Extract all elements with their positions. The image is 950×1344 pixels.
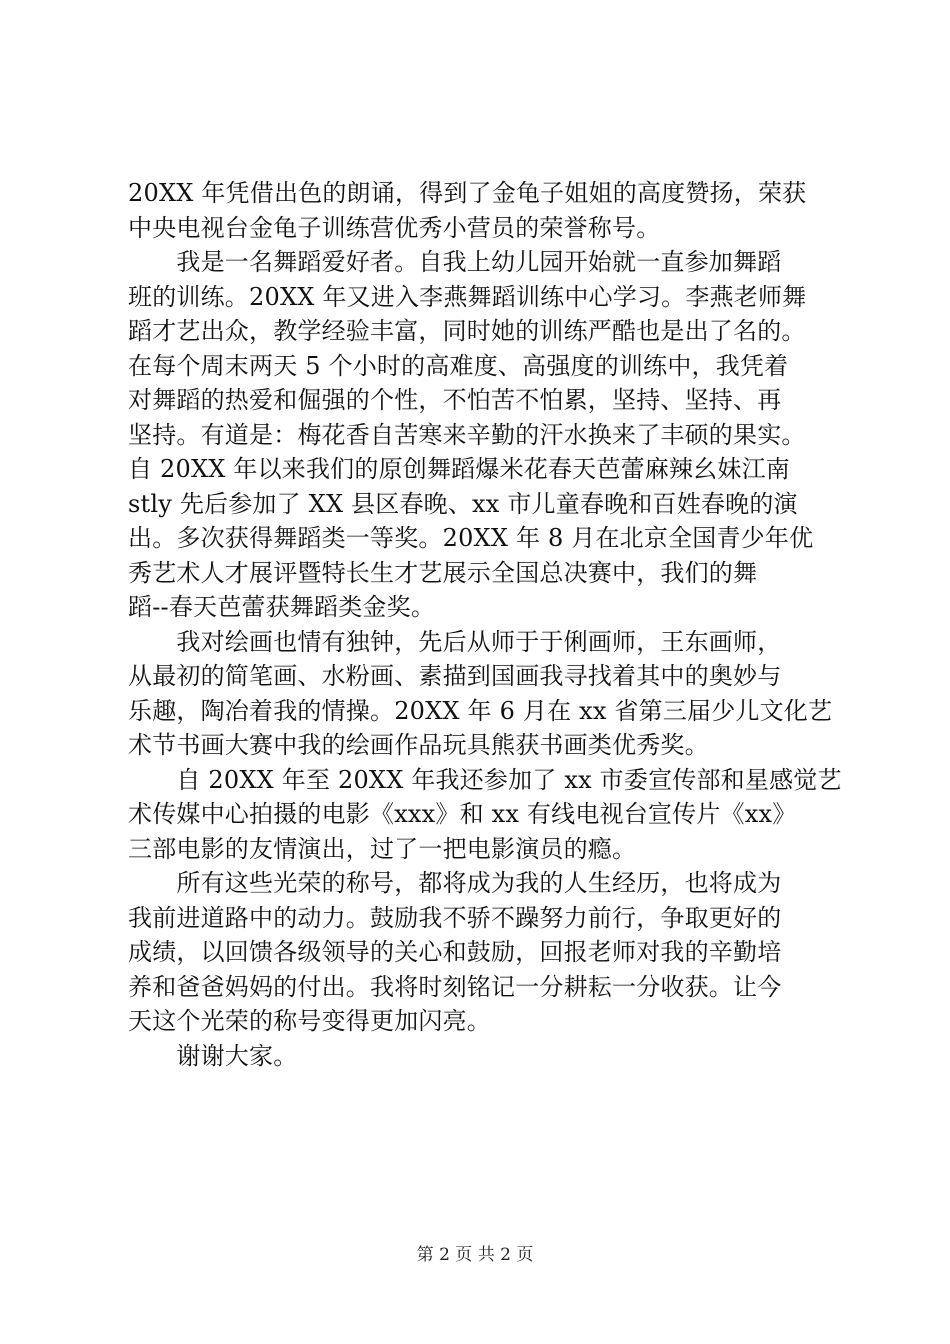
- text-line: 从最初的简笔画、水粉画、素描到国画我寻找着其中的奥妙与: [128, 662, 782, 690]
- text-line: 在每个周末两天 5 个小时的高难度、高强度的训练中，我凭着: [128, 351, 789, 380]
- text-line: 20XX 年凭借出色的朗诵，得到了金龟子姐姐的高度赞扬，荣获: [128, 179, 807, 207]
- page-number-footer: 第 2 页 共 2 页: [416, 1245, 534, 1265]
- text-line: 成绩，以回馈各级领导的关心和鼓励，回报老师对我的辛勤培: [128, 938, 782, 966]
- text-line: 术传媒中心拍摄的电影《xxx》和 xx 有线电视台宣传片《xx》: [128, 800, 797, 828]
- text-line: 自 20XX 年以来我们的原创舞蹈爆米花春天芭蕾麻辣幺妹江南: [128, 455, 790, 483]
- text-line: 对舞蹈的热爱和倔强的个性，不怕苦不怕累，坚持、坚持、再: [128, 386, 782, 414]
- text-line: 蹈--春天芭蕾获舞蹈类金奖。: [128, 593, 436, 621]
- text-line: 我是一名舞蹈爱好者。自我上幼儿园开始就一直参加舞蹈: [128, 248, 782, 276]
- text-line: 三部电影的友情演出，过了一把电影演员的瘾。: [128, 834, 637, 863]
- text-line: 我对绘画也情有独钟，先后从师于于俐画师，王东画师，: [128, 627, 782, 656]
- text-line: 自 20XX 年至 20XX 年我还参加了 xx 市委宣传部和星感觉艺: [128, 765, 842, 794]
- text-line: 出。多次获得舞蹈类一等奖。20XX 年 8 月在北京全国青少年优: [128, 524, 814, 552]
- text-line: 养和爸爸妈妈的付出。我将时刻铭记一分耕耘一分收获。让今: [128, 972, 782, 1001]
- text-line: stly 先后参加了 XX 县区春晚、xx 市儿童春晚和百姓春晚的演: [128, 489, 798, 518]
- text-line: 蹈才艺出众，教学经验丰富，同时她的训练严酷也是出了名的。: [128, 317, 806, 345]
- text-line: 中央电视台金龟子训练营优秀小营员的荣誉称号。: [128, 213, 661, 242]
- text-line: 班的训练。20XX 年又进入李燕舞蹈训练中心学习。李燕老师舞: [128, 282, 807, 311]
- text-line: 谢谢大家。: [128, 1041, 298, 1070]
- text-line: 坚持。有道是：梅花香自苦寒来辛勤的汗水换来了丰硕的果实。: [128, 420, 806, 449]
- text-line: 术节书画大赛中我的绘画作品玩具熊获书画类优秀奖。: [128, 731, 709, 759]
- document-body: [128, 176, 842, 1073]
- text-line: 我前进道路中的动力。鼓励我不骄不躁努力前行，争取更好的: [128, 903, 782, 932]
- text-line: 天这个光荣的称号变得更加闪亮。: [128, 1007, 491, 1035]
- text-line: 所有这些光荣的称号，都将成为我的人生经历，也将成为: [128, 869, 782, 897]
- text-line: 秀艺术人才展评暨特长生才艺展示全国总决赛中，我们的舞: [128, 558, 758, 587]
- text-line: 乐趣，陶冶着我的情操。20XX 年 6 月在 xx 省第三届少儿文化艺: [128, 696, 833, 725]
